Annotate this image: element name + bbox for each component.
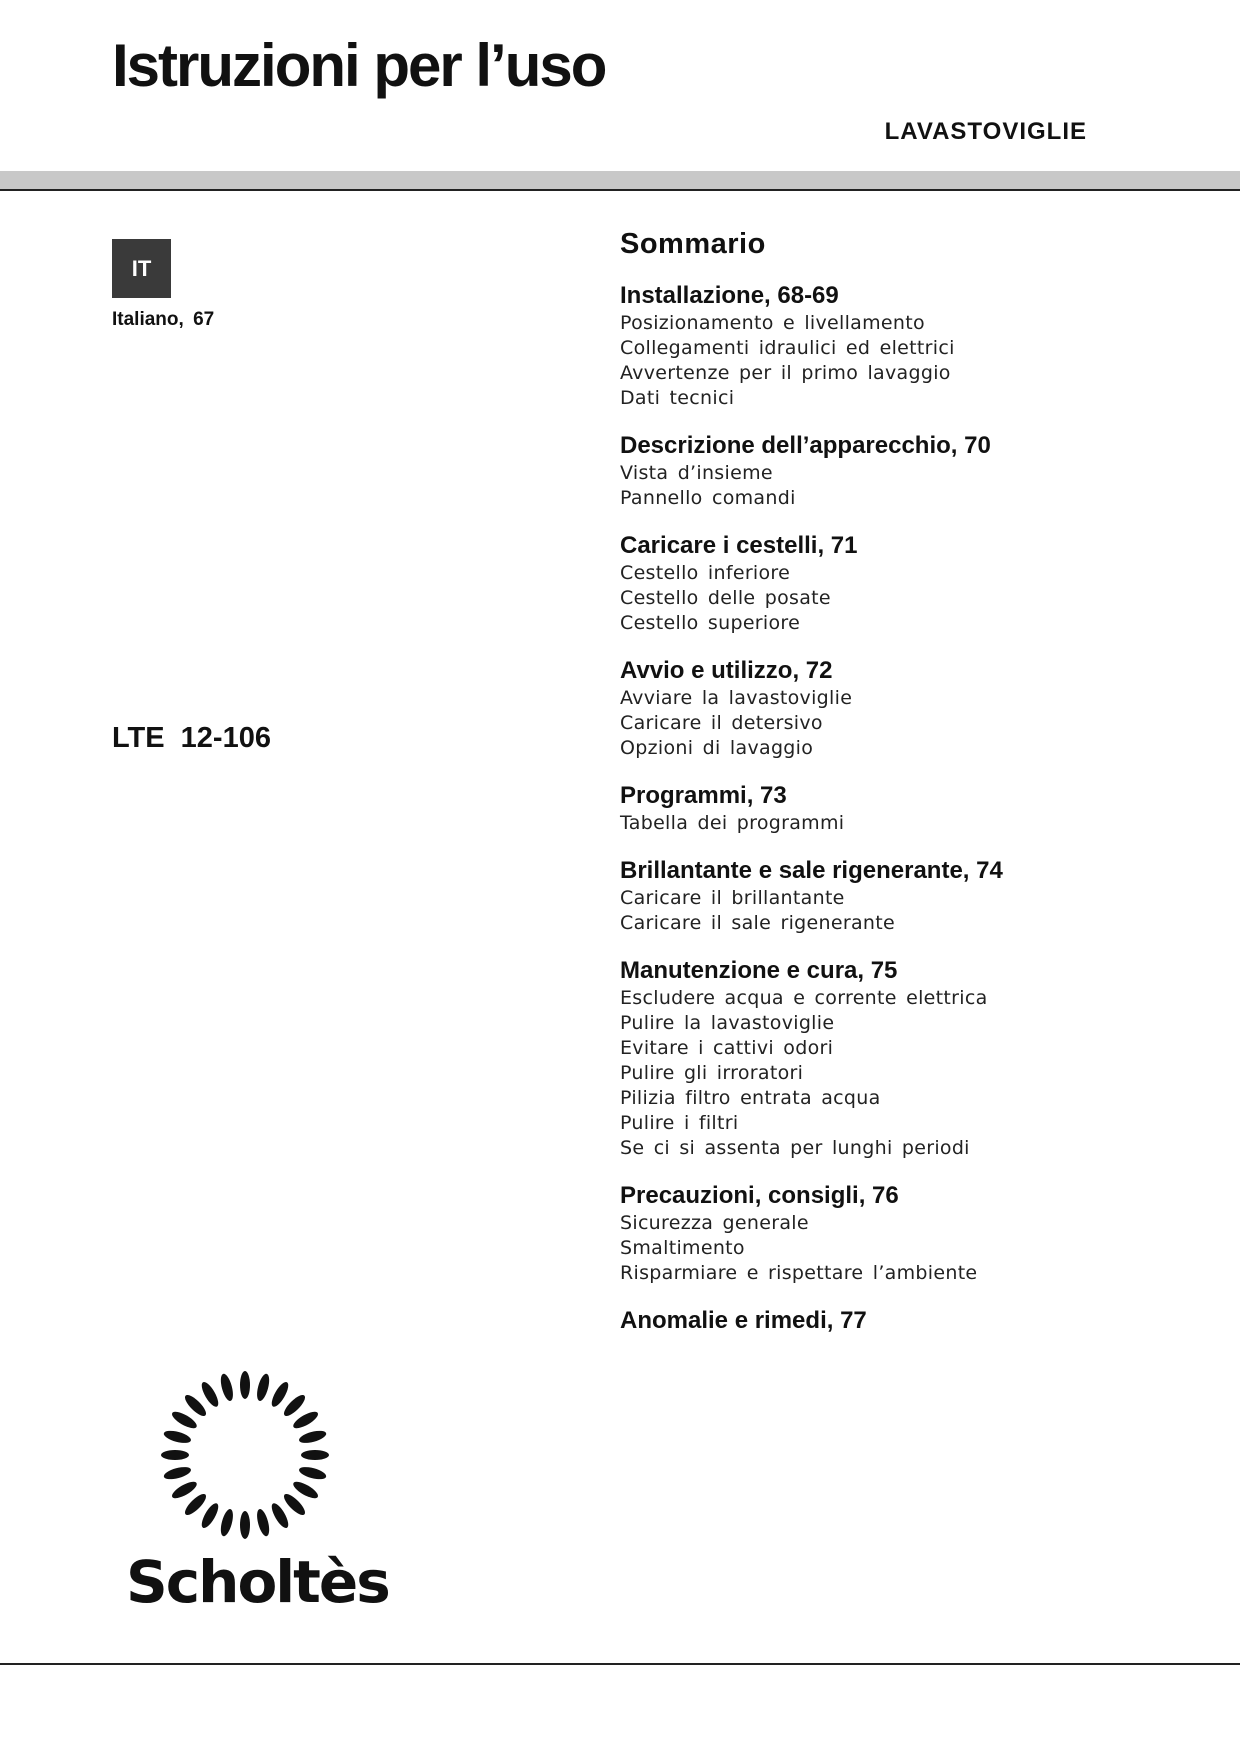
toc-item: Tabella dei programmi xyxy=(620,812,845,834)
logo-ray xyxy=(240,1511,250,1539)
product-category: LAVASTOVIGLIE xyxy=(884,118,1087,145)
toc-item: Posizionamento e livellamento xyxy=(620,312,925,334)
toc-section xyxy=(620,781,1220,836)
toc-heading: Precauzioni, consigli, 76 xyxy=(620,1182,899,1209)
toc-item: Smaltimento xyxy=(620,1237,745,1259)
toc-item: Avvertenze per il primo lavaggio xyxy=(620,362,951,384)
logo-ray xyxy=(269,1501,292,1530)
toc-item: Sicurezza generale xyxy=(620,1212,809,1234)
logo-ray xyxy=(161,1450,189,1460)
logo-ray xyxy=(298,1465,328,1482)
toc-item: Cestello inferiore xyxy=(620,562,791,584)
logo-ray xyxy=(298,1428,328,1445)
toc-item: Opzioni di lavaggio xyxy=(620,737,814,759)
logo-ray xyxy=(218,1373,235,1403)
toc-item: Dati tecnici xyxy=(620,387,735,409)
toc-heading: Caricare i cestelli, 71 xyxy=(620,532,858,559)
logo-ray xyxy=(163,1428,193,1445)
toc-title: Sommario xyxy=(620,228,766,260)
logo-ray xyxy=(218,1508,235,1538)
toc-item: Pulire i filtri xyxy=(620,1112,739,1134)
toc-section xyxy=(620,656,1220,761)
logo-ray xyxy=(170,1409,199,1432)
toc-heading: Installazione, 68-69 xyxy=(620,282,839,309)
toc-item: Evitare i cattivi odori xyxy=(620,1037,834,1059)
toc-heading: Programmi, 73 xyxy=(620,782,787,809)
toc-heading: Descrizione dell’apparecchio, 70 xyxy=(620,432,991,459)
logo-ray xyxy=(199,1501,222,1530)
logo-ray xyxy=(163,1465,193,1482)
header-band xyxy=(0,171,1240,189)
toc-sections xyxy=(620,281,1220,1336)
toc-item: Se ci si assenta per lunghi periodi xyxy=(620,1137,970,1159)
logo-ray xyxy=(281,1392,308,1419)
toc-item: Risparmiare e rispettare l’ambiente xyxy=(620,1262,978,1284)
header-divider xyxy=(0,189,1240,191)
toc-item: Avviare la lavastoviglie xyxy=(620,687,853,709)
logo-ray xyxy=(269,1380,292,1409)
toc-section xyxy=(620,1181,1220,1286)
toc-section xyxy=(620,431,1220,511)
toc-section xyxy=(620,1306,1220,1336)
footer-divider xyxy=(0,1663,1240,1665)
toc-item: Pannello comandi xyxy=(620,487,796,509)
logo-ray xyxy=(240,1371,250,1399)
toc-item: Pulire gli irroratori xyxy=(620,1062,804,1084)
toc-heading: Brillantante e sale rigenerante, 74 xyxy=(620,857,1003,884)
toc-item: Caricare il brillantante xyxy=(620,887,845,909)
logo-ray xyxy=(255,1373,272,1403)
toc-heading: Manutenzione e cura, 75 xyxy=(620,957,898,984)
toc-item: Pulire la lavastoviglie xyxy=(620,1012,835,1034)
logo-ray xyxy=(255,1508,272,1538)
toc-item: Caricare il sale rigenerante xyxy=(620,912,895,934)
toc-heading: Anomalie e rimedi, 77 xyxy=(620,1307,867,1334)
logo-ray xyxy=(301,1450,329,1460)
model-number: LTE 12-106 xyxy=(112,722,271,754)
toc-section xyxy=(620,956,1220,1161)
toc-section xyxy=(620,531,1220,636)
toc-item: Escludere acqua e corrente elettrica xyxy=(620,987,988,1009)
toc-section xyxy=(620,856,1220,936)
toc-item: Pilizia filtro entrata acqua xyxy=(620,1087,881,1109)
logo-ray xyxy=(182,1491,209,1518)
logo-ray xyxy=(291,1479,320,1502)
toc-item: Caricare il detersivo xyxy=(620,712,823,734)
language-page-ref: Italiano, 67 xyxy=(112,309,215,330)
toc-section xyxy=(620,281,1220,411)
table-of-contents xyxy=(620,228,1220,1356)
logo-ray xyxy=(170,1479,199,1502)
document-title: Istruzioni per l’uso xyxy=(112,32,606,99)
logo-ray xyxy=(291,1409,320,1432)
logo-ray xyxy=(199,1380,222,1409)
toc-item: Cestello superiore xyxy=(620,612,801,634)
toc-heading: Avvio e utilizzo, 72 xyxy=(620,657,833,684)
logo-ray xyxy=(281,1491,308,1518)
language-badge: IT xyxy=(112,239,171,298)
brand-logo-text: Scholtès xyxy=(126,1548,389,1616)
toc-item: Collegamenti idraulici ed elettrici xyxy=(620,337,955,359)
toc-item: Vista d’insieme xyxy=(620,462,773,484)
toc-item: Cestello delle posate xyxy=(620,587,831,609)
logo-ray xyxy=(182,1392,209,1419)
